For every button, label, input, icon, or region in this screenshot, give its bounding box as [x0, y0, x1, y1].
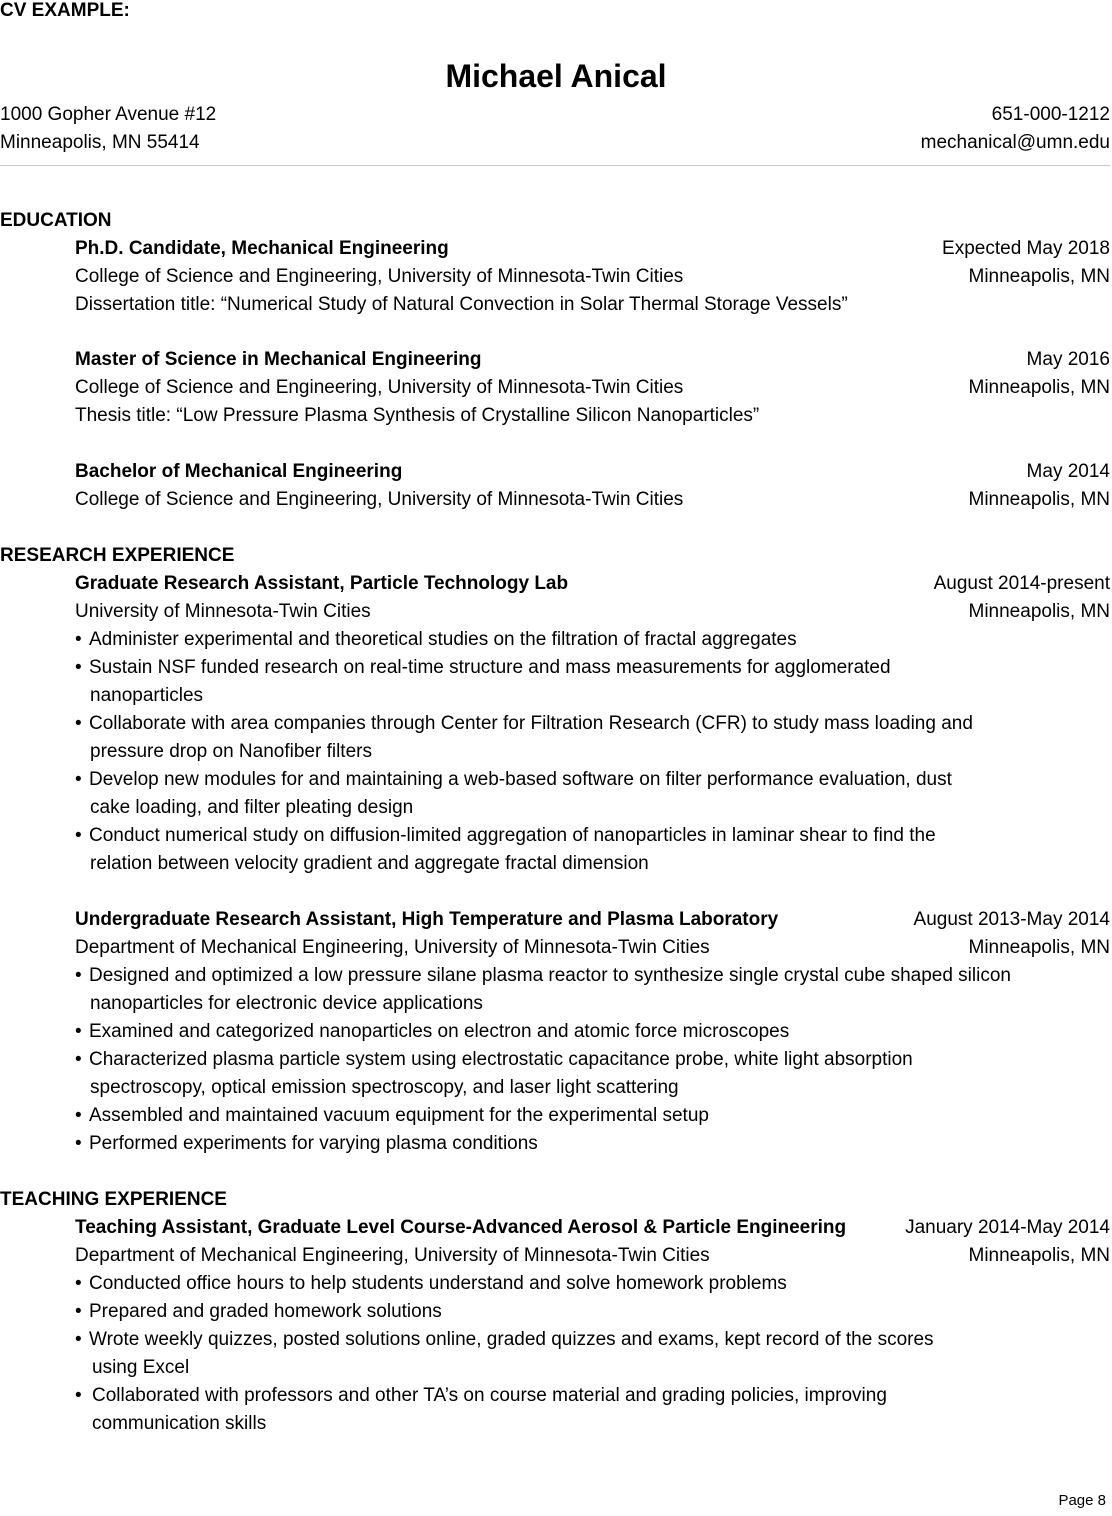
- dissertation-title: Dissertation title: “Numerical Study of Natural Convection in Solar Thermal Storage Vessels”: [75, 294, 848, 315]
- job-location: Minneapolis, MN: [968, 601, 1110, 622]
- list-item-continuation: communication skills: [92, 1413, 267, 1434]
- list-item: • Prepared and graded homework solutions: [75, 1301, 442, 1322]
- list-item-continuation: pressure drop on Nanofiber filters: [90, 741, 372, 762]
- page-number: Page 8: [1058, 1492, 1106, 1509]
- job-date: August 2013-May 2014: [913, 909, 1110, 930]
- job-organization: University of Minnesota-Twin Cities: [75, 601, 371, 622]
- list-item: • Sustain NSF funded research on real-time structure and mass measurements for agglomerated: [75, 657, 891, 678]
- job-org-row: [75, 934, 1110, 962]
- job-date: August 2014-present: [933, 573, 1110, 594]
- list-item: • Collaborate with area companies through Center for Filtration Research (CFR) to study mass loading and: [75, 713, 973, 734]
- job-header: [75, 1214, 1110, 1242]
- school-name: College of Science and Engineering, University of Minnesota-Twin Cities: [75, 377, 684, 398]
- job-header: [75, 570, 1110, 598]
- education-school-row: [75, 486, 1110, 514]
- degree-date: Expected May 2018: [942, 238, 1110, 259]
- education-entry-header: [75, 235, 1110, 263]
- list-item: • Characterized plasma particle system using electrostatic capacitance probe, white light absorption: [75, 1049, 913, 1070]
- list-item-continuation: using Excel: [92, 1357, 190, 1378]
- section-title-research: RESEARCH EXPERIENCE: [0, 545, 235, 566]
- school-location: Minneapolis, MN: [968, 266, 1110, 287]
- education-entry-header: [75, 458, 1110, 486]
- education-note-row: [75, 291, 1110, 319]
- education-note-row: [75, 402, 1110, 430]
- list-item: • Collaborated with professors and other TA’s on course material and grading policies, improving: [75, 1385, 887, 1406]
- job-organization: Department of Mechanical Engineering, University of Minnesota-Twin Cities: [75, 937, 710, 958]
- degree-title: Ph.D. Candidate, Mechanical Engineering: [75, 238, 449, 259]
- list-item: • Assembled and maintained vacuum equipment for the experimental setup: [75, 1105, 709, 1126]
- education-school-row: [75, 263, 1110, 291]
- degree-title: Bachelor of Mechanical Engineering: [75, 461, 403, 482]
- degree-date: May 2014: [1026, 461, 1110, 482]
- job-organization: Department of Mechanical Engineering, University of Minnesota-Twin Cities: [75, 1245, 710, 1266]
- email-address: mechanical@umn.edu: [920, 132, 1110, 153]
- degree-title: Master of Science in Mechanical Engineering: [75, 349, 482, 370]
- list-item-continuation: relation between velocity gradient and aggregate fractal dimension: [90, 853, 649, 874]
- job-header: [75, 906, 1110, 934]
- list-item: • Conducted office hours to help students understand and solve homework problems: [75, 1273, 787, 1294]
- school-name: College of Science and Engineering, University of Minnesota-Twin Cities: [75, 266, 684, 287]
- school-name: College of Science and Engineering, University of Minnesota-Twin Cities: [75, 489, 684, 510]
- list-item: • Administer experimental and theoretical studies on the filtration of fractal aggregates: [75, 629, 797, 650]
- job-org-row: [75, 1242, 1110, 1270]
- list-item-continuation: cake loading, and filter pleating design: [90, 797, 414, 818]
- list-item: • Develop new modules for and maintaining a web-based software on filter performance evaluation, dust: [75, 769, 952, 790]
- list-item: • Performed experiments for varying plasma conditions: [75, 1133, 538, 1154]
- thesis-title: Thesis title: “Low Pressure Plasma Synthesis of Crystalline Silicon Nanoparticles”: [75, 405, 760, 426]
- list-item: • Designed and optimized a low pressure silane plasma reactor to synthesize single crystal cube shaped silicon: [75, 965, 1011, 986]
- job-position: Teaching Assistant, Graduate Level Course-Advanced Aerosol & Particle Engineering: [75, 1217, 847, 1238]
- document-label: CV EXAMPLE:: [0, 0, 130, 21]
- education-entry-header: [75, 346, 1110, 374]
- school-location: Minneapolis, MN: [968, 377, 1110, 398]
- job-position: Undergraduate Research Assistant, High Temperature and Plasma Laboratory: [75, 909, 779, 930]
- degree-date: May 2016: [1026, 349, 1110, 370]
- list-item-continuation: nanoparticles: [90, 685, 204, 706]
- job-location: Minneapolis, MN: [968, 937, 1110, 958]
- section-title-teaching: TEACHING EXPERIENCE: [0, 1189, 227, 1210]
- list-item-continuation: nanoparticles for electronic device applications: [90, 993, 483, 1014]
- section-title-education: EDUCATION: [0, 210, 112, 231]
- phone-number: 651-000-1212: [991, 104, 1110, 125]
- list-item: • Conduct numerical study on diffusion-limited aggregation of nanoparticles in laminar shear to find the: [75, 825, 936, 846]
- address-line-2: Minneapolis, MN 55414: [0, 132, 200, 153]
- list-item-continuation: spectroscopy, optical emission spectroscopy, and laser light scattering: [90, 1077, 679, 1098]
- job-date: January 2014-May 2014: [905, 1217, 1110, 1238]
- cv-name: Michael Anical: [445, 58, 667, 94]
- address-line-1: 1000 Gopher Avenue #12: [0, 104, 217, 125]
- header-divider: [0, 165, 1110, 166]
- job-position: Graduate Research Assistant, Particle Technology Lab: [75, 573, 569, 594]
- job-location: Minneapolis, MN: [968, 1245, 1110, 1266]
- list-item: • Examined and categorized nanoparticles on electron and atomic force microscopes: [75, 1021, 790, 1042]
- list-item: • Wrote weekly quizzes, posted solutions online, graded quizzes and exams, kept record of the scores: [75, 1329, 934, 1350]
- job-org-row: [75, 598, 1110, 626]
- school-location: Minneapolis, MN: [968, 489, 1110, 510]
- education-school-row: [75, 374, 1110, 402]
